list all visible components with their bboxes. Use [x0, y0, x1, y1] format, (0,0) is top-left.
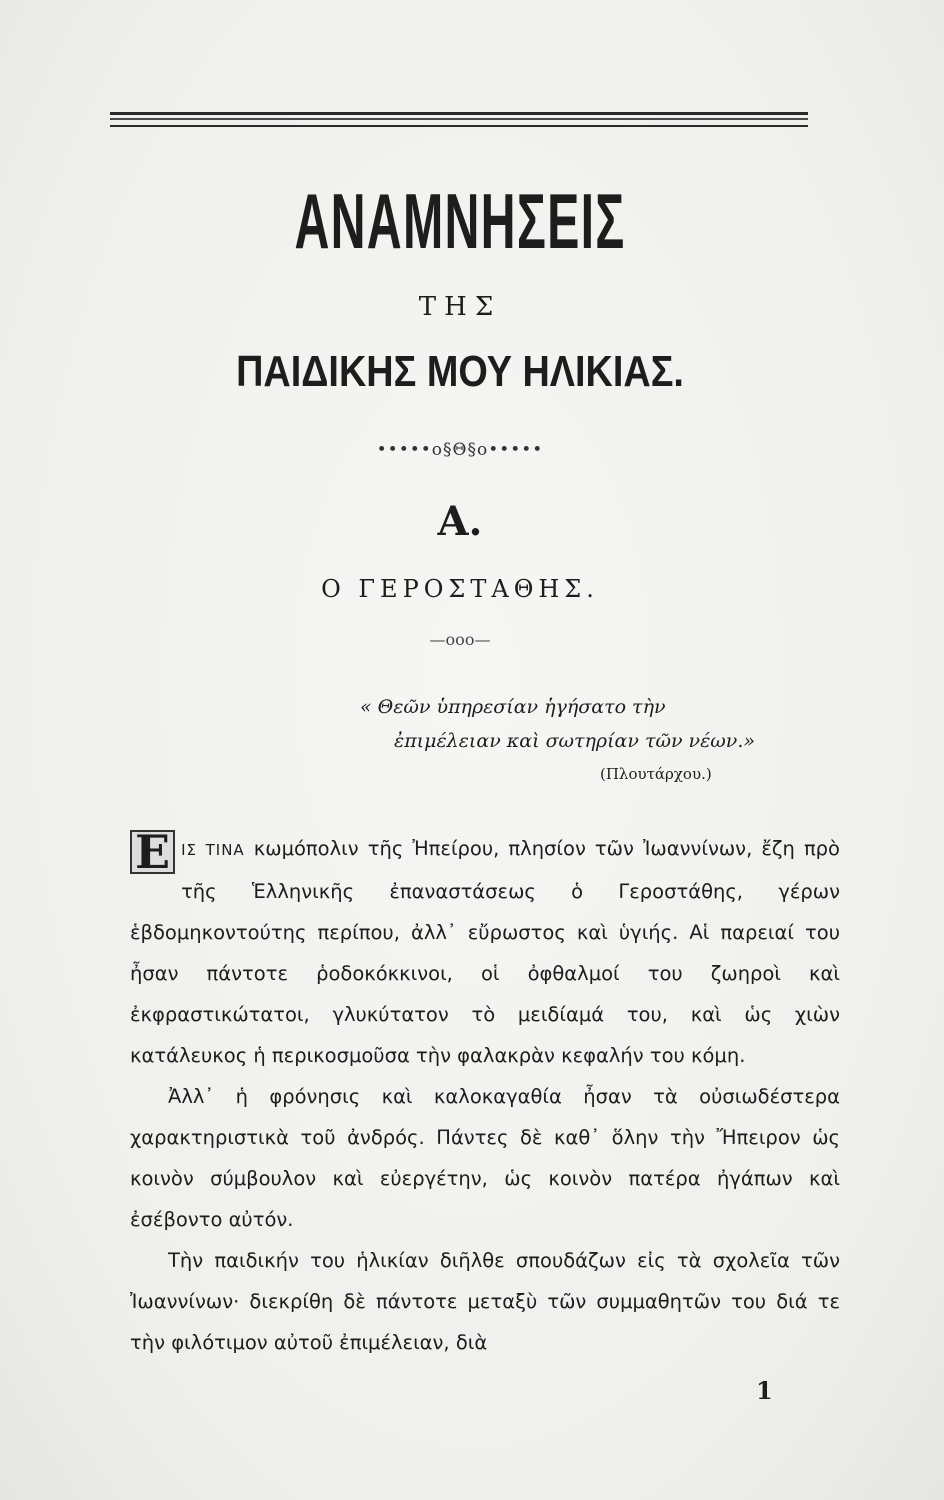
epigraph-attribution: (Πλουτάρχου.) — [600, 765, 712, 783]
paragraph-2: Ἀλλ᾽ ἡ φρόνησις καὶ καλοκαγαθία ἦσαν τὰ οὐσιωδέστερα χαρακτηριστικὰ τοῦ ἀνδρός. Πάντες δὲ καθ᾽ ὅλην τὴν Ἤπειρον ὡς κοινὸν σύμβουλον καὶ εὐεργέτην, ὡς κοινὸν πατέρα ἠγάπων καὶ ἐσέβοντο αὐτόν. — [130, 1085, 840, 1231]
chapter-title: Ο ΓΕΡΟΣΤΑΘΗΣ. — [321, 575, 599, 603]
title-connector: ΤΗΣ — [418, 292, 502, 322]
chapter-separator: —οοο— — [429, 630, 491, 649]
paragraph-1 — [130, 825, 840, 1076]
paragraph-1-text: κωμόπολιν τῆς Ἠπείρου, πλησίον τῶν Ἰωαννίνων, ἔζη πρὸ τῆς Ἑλληνικῆς ἐπαναστάσεως ὁ Γεροστάθης, γέρων ἑβδομηκοντούτης περίπου, ἀλλ᾽ εὔρωστος καὶ ὑγιής. Αἱ παρειαί του ἦσαν πάντοτε ῥοδοκόκκινοι, οἱ ὀφθαλμοί του ζωηροὶ καὶ ἐκφραστικώτατοι, γλυκύτατον τὸ μειδίαμά του, καὶ ὡς χιὼν κατάλευκος ἡ περικοσμοῦσα τὴν φαλακρὰν κεφαλήν του κόμη. — [130, 837, 840, 1067]
epigraph-line-2: ἐπιμέλειαν καὶ σωτηρίαν τῶν νέων.» — [394, 730, 756, 752]
opening-small-caps: ΙΣ ΤΙΝΑ — [181, 841, 245, 859]
drop-cap: Ε — [130, 830, 175, 874]
page-number: 1 — [756, 1376, 773, 1405]
chapter-number: Α. — [437, 498, 483, 545]
book-title: ΑΝΑΜΝΗΣΕΙΣ — [294, 177, 626, 265]
epigraph — [360, 690, 810, 758]
paragraph-3: Τὴν παιδικήν του ἡλικίαν διῆλθε σπουδάζων εἰς τὰ σχολεῖα τῶν Ἰωαννίνων· διεκρίθη δὲ πάντοτε μεταξὺ τῶν συμμαθητῶν του διά τε τὴν φιλότιμον αὐτοῦ ἐπιμέλειαν, διὰ — [130, 1249, 840, 1354]
top-double-rule — [110, 112, 808, 127]
epigraph-line-1: « Θεῶν ὑπηρεσίαν ἡγήσατο τὴν — [360, 696, 666, 718]
book-subtitle: ΠΑΙΔΙΚΗΣ ΜΟΥ ΗΛΙΚΙΑΣ. — [236, 347, 684, 396]
ornament-divider: •••••ο§Θ§ο••••• — [376, 440, 544, 460]
body-text — [130, 825, 840, 1363]
